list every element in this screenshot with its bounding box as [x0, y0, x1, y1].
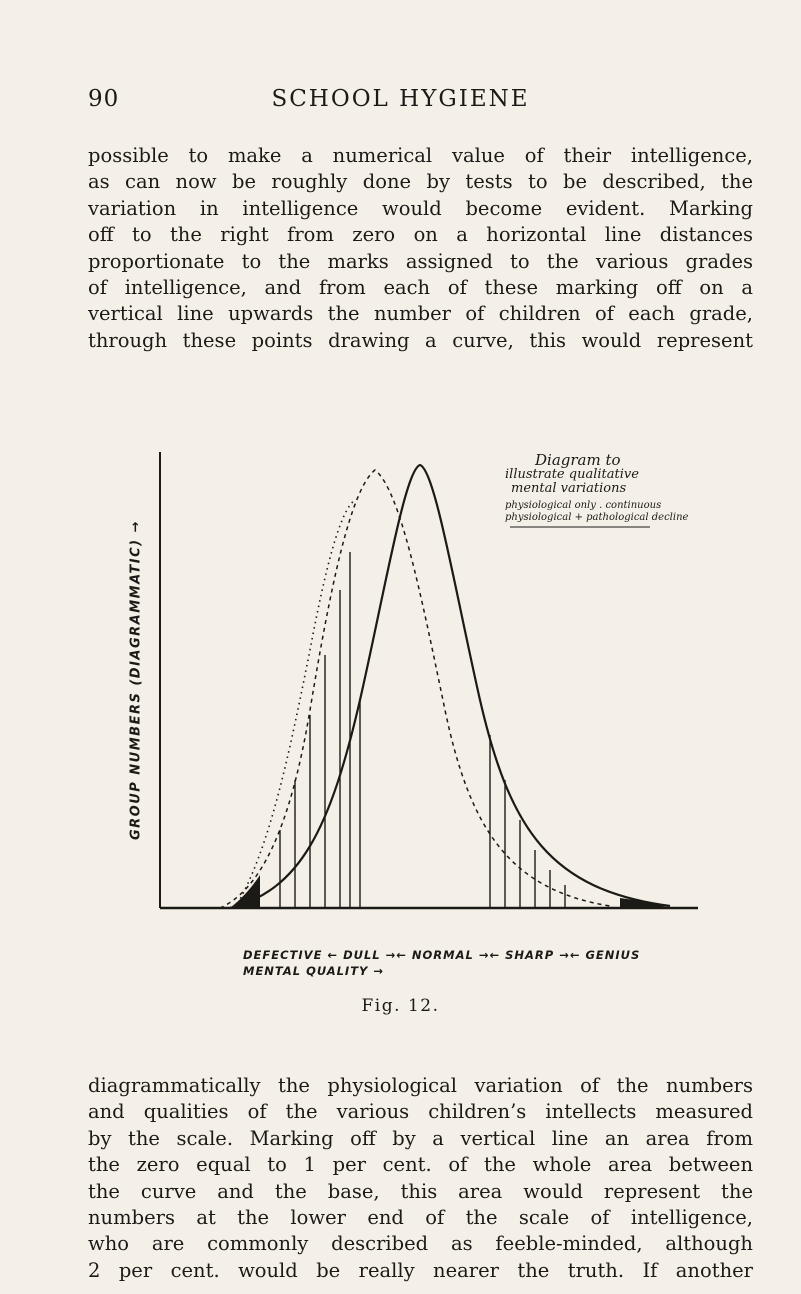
text-line: diagrammatically the physiological variation of the numbers	[88, 1074, 753, 1097]
genius-area	[620, 898, 670, 908]
text-line: the curve and the base, this area would represent the	[88, 1179, 753, 1203]
page-header	[88, 86, 713, 116]
annotation-line: illustrate qualitative	[505, 467, 639, 482]
text-line: through these points drawing a curve, this would represent	[88, 328, 753, 352]
annotation-line: physiological + pathological decline	[505, 512, 689, 523]
page-number: 90	[88, 86, 120, 112]
pathological-curve	[220, 470, 610, 908]
figure-caption: Fig. 12.	[361, 996, 440, 1016]
text-line: 2 per cent. would be really nearer the truth. If another	[88, 1258, 753, 1282]
text-line: and qualities of the various children’s intellects measured	[88, 1100, 753, 1124]
text-line: by the scale. Marking off by a vertical line an area from	[88, 1126, 753, 1150]
paragraph-top	[88, 143, 753, 354]
annotation-line: Diagram to	[535, 451, 621, 469]
text-line: proportionate to the marks assigned to the various grades	[88, 249, 753, 273]
text-line: off to the right from zero on a horizontal line distances	[88, 223, 753, 247]
text-line: numbers at the lower end of the scale of intelligence,	[88, 1205, 753, 1229]
text-line: the zero equal to 1 per cent. of the whole area between	[88, 1153, 753, 1177]
physiological-curve	[230, 465, 670, 908]
defective-area	[230, 875, 260, 908]
annotation-line: mental variations	[511, 481, 627, 496]
annotation	[505, 452, 715, 524]
figure-diagram	[150, 450, 710, 950]
running-title: SCHOOL HYGIENE	[271, 86, 530, 112]
text-line: possible to make a numerical value of their intelligence,	[88, 144, 753, 167]
x-axis-label: DEFECTIVE ← DULL →← NORMAL →← SHARP →← GENIUS	[243, 948, 641, 962]
y-axis-label: GROUP NUMBERS (DIAGRAMMATIC) →	[128, 519, 144, 841]
text-line: as can now be roughly done by tests to be described, the	[88, 170, 753, 194]
text-line: who are commonly described as feeble-minded, although	[88, 1232, 753, 1256]
annotation-line: physiological only . continuous	[505, 500, 662, 511]
text-line: vertical line upwards the number of children of each grade,	[88, 302, 753, 326]
paragraph-bottom	[88, 1073, 753, 1284]
grade-lines	[280, 552, 565, 908]
text-line: of intelligence, and from each of these marking off on a	[88, 275, 753, 299]
text-line: variation in intelligence would become evident. Marking	[88, 196, 753, 220]
x-axis-sub-label: MENTAL QUALITY →	[243, 964, 385, 978]
